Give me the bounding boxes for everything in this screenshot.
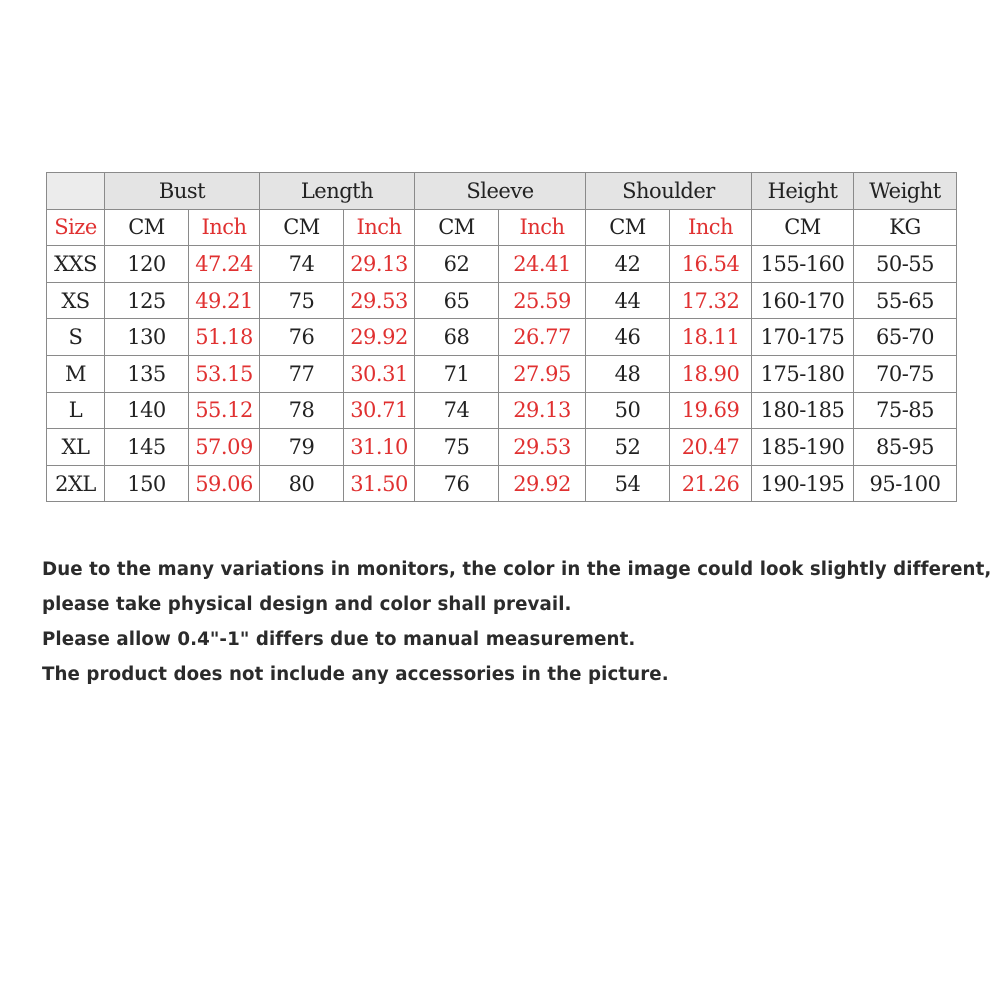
sleeve-cm-cell: 68 [415,319,499,356]
table-row [47,465,957,502]
bust-cm-cell: 125 [105,282,189,319]
size-cell: M [47,355,105,392]
length-inch-cell: 29.92 [344,319,415,356]
length-cm-cell: 75 [260,282,344,319]
length-cm-cell: 77 [260,355,344,392]
notes-block [42,552,992,692]
shoulder-cm-cell: 48 [586,355,670,392]
unit-length-inch: Inch [344,209,415,246]
group-header-row [47,173,957,210]
sleeve-inch-cell: 29.53 [499,429,586,466]
shoulder-inch-cell: 21.26 [670,465,752,502]
unit-bust-cm: CM [105,209,189,246]
bust-inch-cell: 49.21 [189,282,260,319]
shoulder-inch-cell: 16.54 [670,246,752,283]
shoulder-cm-cell: 54 [586,465,670,502]
shoulder-cm-cell: 46 [586,319,670,356]
sleeve-cm-cell: 71 [415,355,499,392]
height-cell: 175-180 [752,355,854,392]
table-row [47,282,957,319]
bust-inch-cell: 51.18 [189,319,260,356]
header-size: Size [47,209,105,246]
sleeve-inch-cell: 25.59 [499,282,586,319]
sleeve-inch-cell: 24.41 [499,246,586,283]
size-cell: S [47,319,105,356]
table-row [47,246,957,283]
table-row [47,355,957,392]
bust-inch-cell: 59.06 [189,465,260,502]
unit-length-cm: CM [260,209,344,246]
size-cell: XS [47,282,105,319]
bust-cm-cell: 120 [105,246,189,283]
height-cell: 170-175 [752,319,854,356]
note-color-prevail: please take physical design and color shall prevail. [42,594,572,615]
shoulder-cm-cell: 52 [586,429,670,466]
sleeve-cm-cell: 62 [415,246,499,283]
height-cell: 155-160 [752,246,854,283]
length-cm-cell: 78 [260,392,344,429]
sleeve-cm-cell: 74 [415,392,499,429]
unit-shoulder-cm: CM [586,209,670,246]
bust-inch-cell: 47.24 [189,246,260,283]
bust-cm-cell: 135 [105,355,189,392]
height-cell: 160-170 [752,282,854,319]
shoulder-cm-cell: 44 [586,282,670,319]
sleeve-inch-cell: 27.95 [499,355,586,392]
length-cm-cell: 76 [260,319,344,356]
weight-cell: 95-100 [854,465,957,502]
shoulder-cm-cell: 50 [586,392,670,429]
table-row [47,319,957,356]
weight-cell: 65-70 [854,319,957,356]
weight-cell: 75-85 [854,392,957,429]
sleeve-cm-cell: 65 [415,282,499,319]
sleeve-inch-cell: 29.92 [499,465,586,502]
sleeve-inch-cell: 29.13 [499,392,586,429]
header-shoulder: Shoulder [586,173,752,210]
header-length: Length [260,173,415,210]
note-color-variation: Due to the many variations in monitors, the color in the image could look slightly different, [42,559,992,580]
length-cm-cell: 74 [260,246,344,283]
shoulder-inch-cell: 17.32 [670,282,752,319]
length-inch-cell: 29.53 [344,282,415,319]
length-cm-cell: 79 [260,429,344,466]
height-cell: 180-185 [752,392,854,429]
corner-cell [47,173,105,210]
length-inch-cell: 30.71 [344,392,415,429]
shoulder-inch-cell: 18.90 [670,355,752,392]
shoulder-inch-cell: 18.11 [670,319,752,356]
shoulder-inch-cell: 20.47 [670,429,752,466]
header-bust: Bust [105,173,260,210]
length-inch-cell: 30.31 [344,355,415,392]
sleeve-inch-cell: 26.77 [499,319,586,356]
header-height: Height [752,173,854,210]
weight-cell: 70-75 [854,355,957,392]
bust-inch-cell: 55.12 [189,392,260,429]
sleeve-cm-cell: 76 [415,465,499,502]
bust-cm-cell: 140 [105,392,189,429]
unit-bust-inch: Inch [189,209,260,246]
size-cell: L [47,392,105,429]
size-chart-table [46,172,957,502]
length-inch-cell: 31.10 [344,429,415,466]
unit-shoulder-inch: Inch [670,209,752,246]
length-inch-cell: 31.50 [344,465,415,502]
shoulder-inch-cell: 19.69 [670,392,752,429]
header-weight: Weight [854,173,957,210]
weight-cell: 85-95 [854,429,957,466]
length-cm-cell: 80 [260,465,344,502]
weight-cell: 50-55 [854,246,957,283]
shoulder-cm-cell: 42 [586,246,670,283]
length-inch-cell: 29.13 [344,246,415,283]
bust-cm-cell: 130 [105,319,189,356]
bust-inch-cell: 57.09 [189,429,260,466]
unit-weight-kg: KG [854,209,957,246]
header-sleeve: Sleeve [415,173,586,210]
bust-cm-cell: 150 [105,465,189,502]
sleeve-cm-cell: 75 [415,429,499,466]
note-measurement-tolerance: Please allow 0.4"-1" differs due to manual measurement. [42,629,636,650]
bust-cm-cell: 145 [105,429,189,466]
unit-sleeve-cm: CM [415,209,499,246]
height-cell: 185-190 [752,429,854,466]
unit-height-cm: CM [752,209,854,246]
height-cell: 190-195 [752,465,854,502]
table-row [47,429,957,466]
weight-cell: 55-65 [854,282,957,319]
size-cell: 2XL [47,465,105,502]
table-row [47,392,957,429]
unit-header-row [47,209,957,246]
size-cell: XXS [47,246,105,283]
unit-sleeve-inch: Inch [499,209,586,246]
bust-inch-cell: 53.15 [189,355,260,392]
size-cell: XL [47,429,105,466]
note-no-accessories: The product does not include any accessories in the picture. [42,664,669,685]
